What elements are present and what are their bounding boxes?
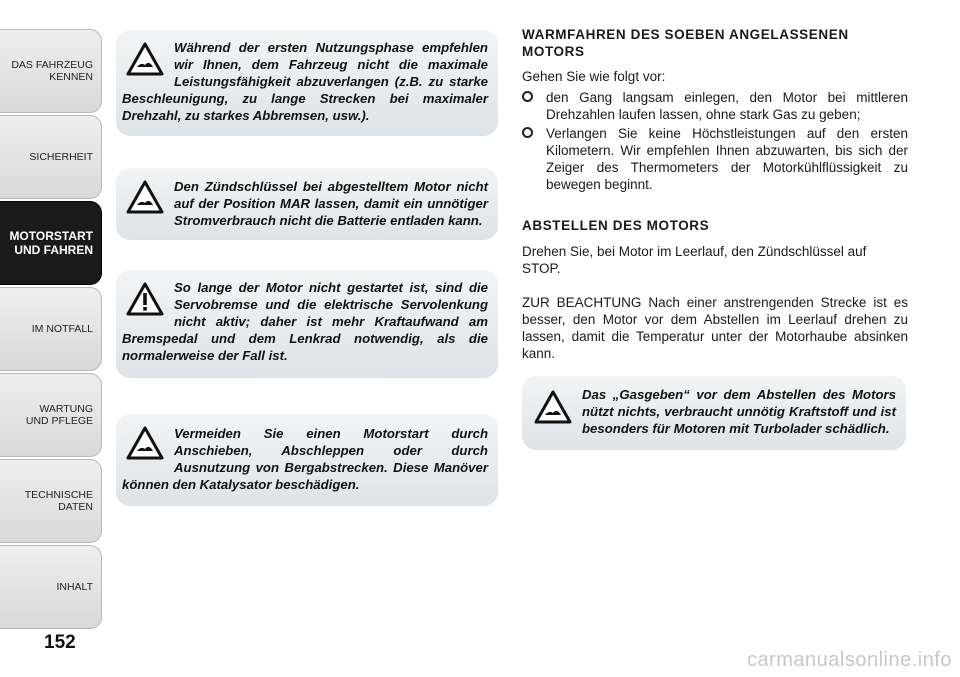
tab-im-notfall[interactable]: IM NOTFALL — [0, 287, 102, 371]
warning-text-4: Vermeiden Sie einen Motorstart durch Anschieben, Abschleppen oder durch Ausnutzung von Bergabstrecken. Diese Manöver können den Katalysator beschädigen. — [122, 426, 488, 492]
tab-technische-daten[interactable]: TECHNISCHE DATEN — [0, 459, 102, 543]
list-item: Verlangen Sie keine Höchstleistungen auf den ersten Kilometern. Wir empfehlen Ihnen abzuwarten, bis sich der Zeiger des Thermometers der Motorkühlflüssigkeit zu bewegen beginnt. — [522, 125, 908, 193]
note-text: ZUR BEACHTUNG Nach einer anstrengenden Strecke ist es besser, den Motor vor dem Abstellen im Leerlauf drehen zu lassen, damit die Temperatur unter der Motorhaube absinken kann. — [522, 295, 908, 361]
warning-box-1 — [116, 30, 498, 136]
tab-das-fahrzeug-kennen[interactable]: DAS FAHRZEUG KENNEN — [0, 29, 102, 113]
warning-text-2: Den Zündschlüssel bei abgestelltem Motor nicht auf der Position MAR lassen, damit ein unnötiger Stromverbrauch nicht die Batterie entladen kann. — [174, 179, 488, 228]
watermark: carmanualsonline.info — [746, 649, 952, 671]
icon-spacer — [122, 425, 174, 475]
section-heading-warmfahren: WARMFAHREN DES SOEBEN ANGELASSENEN MOTORS — [522, 27, 849, 59]
warning-text-3: So lange der Motor nicht gestartet ist, sind die Servobremse und die elektrische Servolenkung nicht aktiv; daher ist mehr Kraftaufwand am Bremspedal und dem Lenkrad notwendig, als die normalerweise der Fall ist. — [122, 280, 488, 363]
icon-spacer — [122, 279, 174, 329]
environment-warning-icon — [126, 180, 164, 214]
tab-wartung-und-pflege[interactable]: WARTUNG UND PFLEGE — [0, 373, 102, 457]
tab-inhalt[interactable]: INHALT — [0, 545, 102, 629]
environment-warning-icon — [534, 390, 572, 424]
right-column — [522, 26, 908, 362]
list-item: den Gang langsam einlegen, den Motor bei mittleren Drehzahlen laufen lassen, ohne stark Gas zu geben; — [522, 89, 908, 123]
section-heading-abstellen: ABSTELLEN DES MOTORS — [522, 218, 710, 233]
section-intro: Gehen Sie wie folgt vor: — [522, 69, 666, 84]
icon-spacer — [122, 39, 174, 89]
warning-text-5: Das „Gasgeben“ vor dem Abstellen des Motors nützt nichts, verbraucht unnötig Kraftstoff und ist besonders für Motoren mit Turbolader schädlich. — [582, 387, 896, 436]
bullet-circle-icon — [522, 127, 533, 138]
warning-box-2 — [116, 168, 498, 240]
tab-motorstart-und-fahren[interactable]: MOTORSTART UND FAHREN — [0, 201, 102, 285]
section-text-abstellen: Drehen Sie, bei Motor im Leerlauf, den Zündschlüssel auf STOP. — [522, 244, 867, 276]
warning-box-5 — [522, 376, 906, 450]
warning-text-1: Während der ersten Nutzungsphase empfehlen wir Ihnen, dem Fahrzeug nicht die maximale Leistungsfähigkeit abzuverlangen (z.B. zu starke Beschleunigung, zu lange Strecken bei maximaler Drehzahl, zu starkes Abbremsen, usw.). — [122, 40, 488, 123]
bullet-circle-icon — [522, 91, 533, 102]
warmfahren-list — [522, 89, 908, 193]
warning-box-4 — [116, 414, 498, 506]
tab-sicherheit[interactable]: SICHERHEIT — [0, 115, 102, 199]
warning-box-3 — [116, 270, 498, 378]
page-number: 152 — [44, 632, 76, 653]
